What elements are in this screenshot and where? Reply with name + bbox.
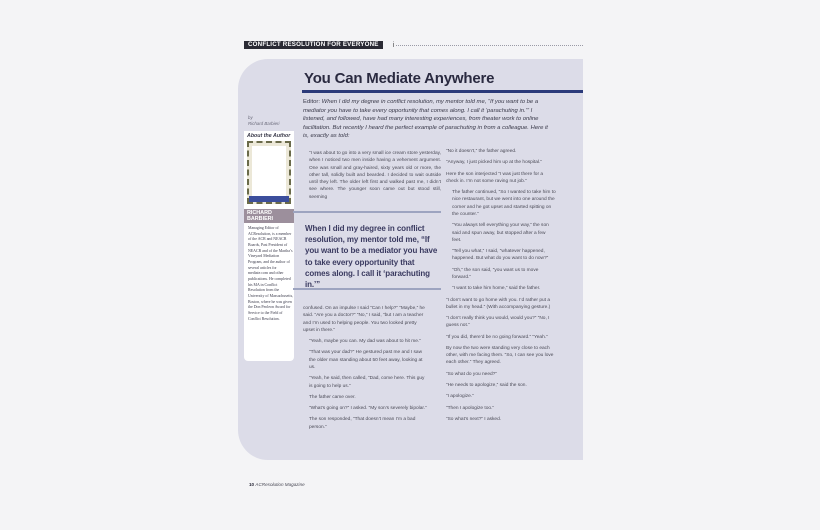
paragraph: “What’s going on?” I asked. “My son’s severely bipolar.” [309, 406, 427, 412]
article-title: You Can Mediate Anywhere [304, 70, 495, 87]
paragraph: The son responded, “That doesn’t mean I’m a bad person.” [309, 417, 416, 430]
author-photo [247, 141, 291, 204]
paragraph: “I want to take him home,” said the father. [452, 286, 541, 292]
column-1-top [303, 150, 441, 205]
paragraph: “Yeah, he said, then called, “Dad, come here. This guy is going to help us.” [309, 376, 425, 389]
paragraph: “Yeah, maybe you can. My dad was about to hit me.” [309, 339, 421, 345]
paragraph: “He needs to apologize,” said the son. [446, 383, 527, 389]
section-tag: CONFLICT RESOLUTION FOR EVERYONE [244, 41, 383, 49]
paragraph: “No it doesn’t,” the father agreed. [446, 149, 517, 154]
editor-lead: Editor: [303, 99, 321, 105]
paragraph: confused. On an impulse I said “Can I help?” “Maybe,” he said. “Are you a doctor?” “No,” I said, “but I am a teacher and I’m used to helping people. You two looked pretty upset in there.” [303, 306, 425, 333]
title-rule [302, 90, 583, 93]
pull-quote: When I did my degree in conflict resolution, my mentor told me, “If you want to be a mediator you have to take every opportunity that comes along. I call it ‘parachuting in.’” [305, 224, 438, 289]
about-author-title: About the Author [247, 133, 291, 139]
page-footer [249, 482, 305, 487]
byline-name: Richard Barbieri [248, 120, 280, 126]
paragraph: The father continued, “So I wanted to take him to nice restaurant, but we went into one around the corner and he got upset and started spitting on the counter.” [452, 190, 556, 217]
paragraph: “I don’t want to go home with you. I’d rather put a bullet in my head.” (With accompanying gesture.) [446, 297, 551, 310]
page-number: 10 [249, 482, 255, 487]
paragraph: The father came over. [309, 394, 356, 400]
pull-quote-rule-top [293, 211, 441, 213]
paragraph: “That was your dad?” He gestured past me and I saw the older man standing about 50 feet away, looking at us. [309, 350, 423, 370]
magazine-name: ACResolution Magazine [255, 482, 305, 487]
paragraph: “If you did, there’d be no going forward.” “Yeah.” [446, 334, 548, 340]
paragraph: “You always tell everything your way,” the son said and spun away, but stopped after a few feet. [452, 223, 549, 243]
paragraph: “Oh,” the son said, “you want us to move forward.” [452, 267, 539, 280]
section-header [244, 41, 394, 49]
header-dotted-rule [396, 45, 583, 46]
byline [248, 115, 279, 127]
paragraph: Here the son interjected “I was just there for a check in. I’m not some raving nut job.” [446, 171, 544, 184]
pull-quote-rule-bottom [293, 288, 441, 290]
paragraph: “So what’s next?” I asked. [446, 416, 502, 422]
column-2 [446, 148, 556, 427]
column-1-bottom [303, 305, 429, 435]
info-icon: i [392, 41, 395, 49]
paragraph: “I don’t really think you would, would you?” “No, I guess not.” [446, 316, 550, 329]
paragraph: “Anyway, I just picked him up at the hospital.” [446, 160, 542, 166]
editor-text: When I did my degree in conflict resolution, my mentor told me, “If you want to be a mediator you have to take every opportunity that comes along. I call it ‘parachuting in.’” I listened, and followed, have had many interesting experiences, from theater work to online facilitation. But recently I heard the perfect example of parachuting in from a colleague. Here it is, exactly as told: [303, 99, 548, 140]
editor-note [303, 98, 555, 141]
author-name: RICHARD BARBIERI [244, 209, 294, 223]
paragraph: “I was about to go into a very small ice cream store yesterday, when I noticed two men inside having a vehement argument. One was small and gray-haired, sixty years old or more, the other tall, solidly built and bearded. I decided to wait outside until they left. The older left first and walked past me, I didn’t see where. The younger soon came out but stood still, seeming [309, 151, 441, 200]
author-bio: Managing Editor of ACResolution, is a member of the ACR and NEACR Boards, Past President of NEACR and of the Martha’s Vineyard Mediation Program, and the author of several articles for mediate.com and other publications. He completed his MA in Conflict Resolution from the University of Massachusetts, Boston, where he was given the Don Peoleon Award for Service to the Field of Conflict Resolution. [248, 226, 294, 321]
paragraph: “Tell you what,” I said, “whatever happened, happened. But what do you want to do now?” [452, 249, 549, 262]
paragraph: By now the two were standing very close to each other, with me facing them. “So, I can see you love each other.” They agreed. [446, 345, 554, 366]
paragraph: “I apologize.” [446, 394, 474, 400]
byline-by: by [248, 115, 253, 120]
paragraph: “So what do you need?” [446, 371, 497, 377]
paragraph: “Then I apologize too.” [446, 405, 494, 411]
